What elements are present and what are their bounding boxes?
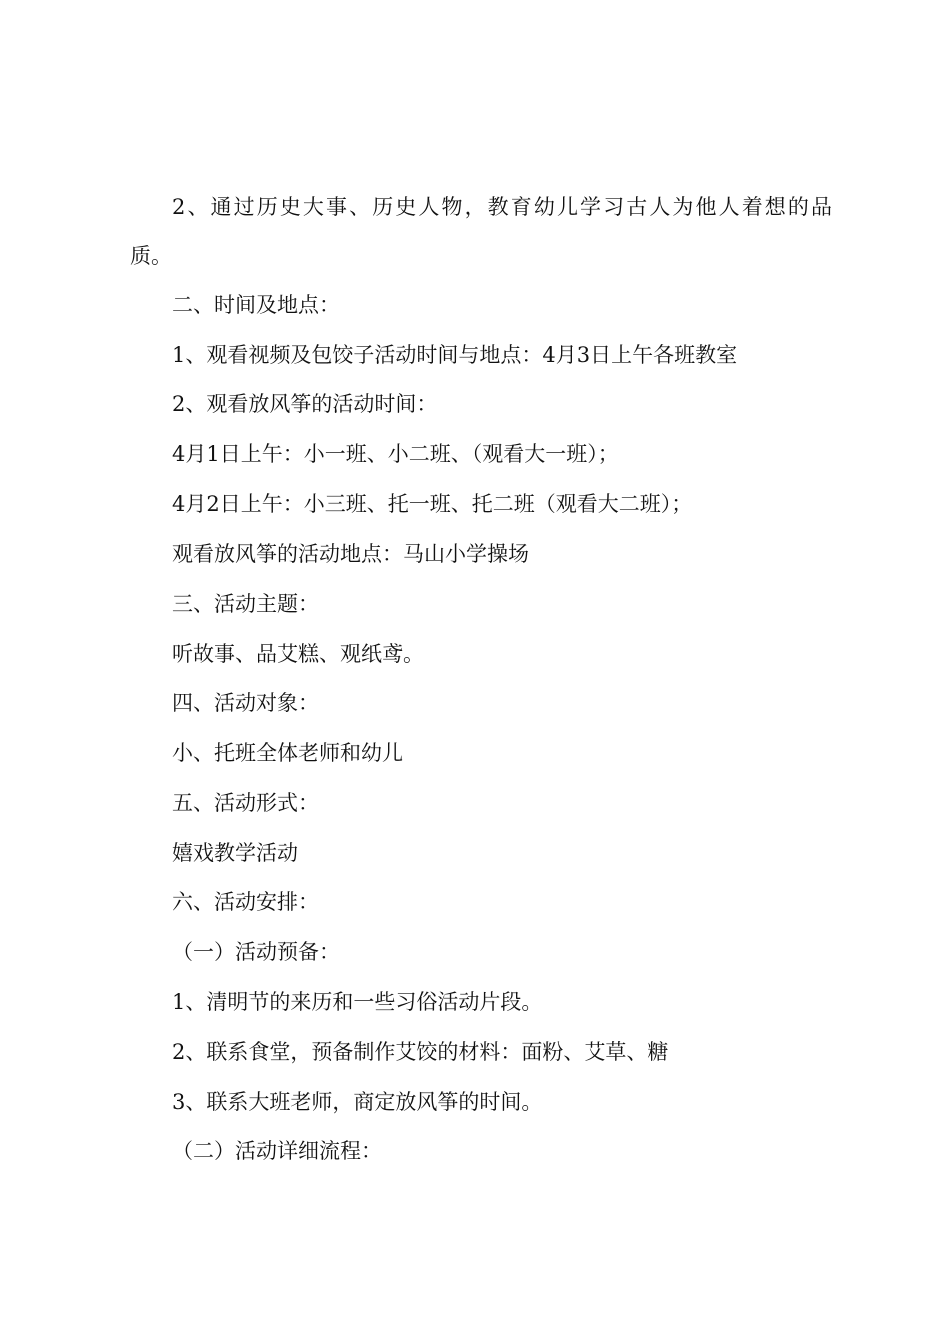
text-line: 1、清明节的来历和一些习俗活动片段。 xyxy=(172,990,543,1014)
text-line: 嬉戏教学活动 xyxy=(172,841,298,865)
text-line: 4月1日上午：小一班、小二班、（观看大一班）； xyxy=(172,442,619,466)
section-heading-arrangement: 六、活动安排： xyxy=(172,890,319,914)
section-heading-time-place: 二、时间及地点： xyxy=(172,293,340,317)
section-heading-audience: 四、活动对象： xyxy=(172,691,319,715)
text-line: 听故事、品艾糕、观纸鸢。 xyxy=(172,642,424,666)
text-line: 小、托班全体老师和幼儿 xyxy=(172,741,403,765)
text-line: 2、联系食堂，预备制作艾饺的材料：面粉、艾草、糖 xyxy=(172,1040,669,1064)
section-heading-form: 五、活动形式： xyxy=(172,791,319,815)
text-line: 3、联系大班老师，商定放风筝的时间。 xyxy=(172,1090,543,1114)
text-line: 观看放风筝的活动地点：马山小学操场 xyxy=(172,542,529,566)
text-line: 1、观看视频及包饺子活动时间与地点：4月3日上午各班教室 xyxy=(172,343,738,367)
subsection-heading-process: （二）活动详细流程： xyxy=(172,1139,382,1163)
text-line: 2、观看放风筝的活动时间： xyxy=(172,392,438,416)
text-line: 4月2日上午：小三班、托一班、托二班（观看大二班）； xyxy=(172,492,693,516)
section-heading-theme: 三、活动主题： xyxy=(172,592,319,616)
subsection-heading-preparation: （一）活动预备： xyxy=(172,940,340,964)
paragraph-line: 2、通过历史大事、历史人物，教育幼儿学习古人为他人着想的品 xyxy=(172,195,832,219)
paragraph-line-continuation: 质。 xyxy=(130,244,172,268)
